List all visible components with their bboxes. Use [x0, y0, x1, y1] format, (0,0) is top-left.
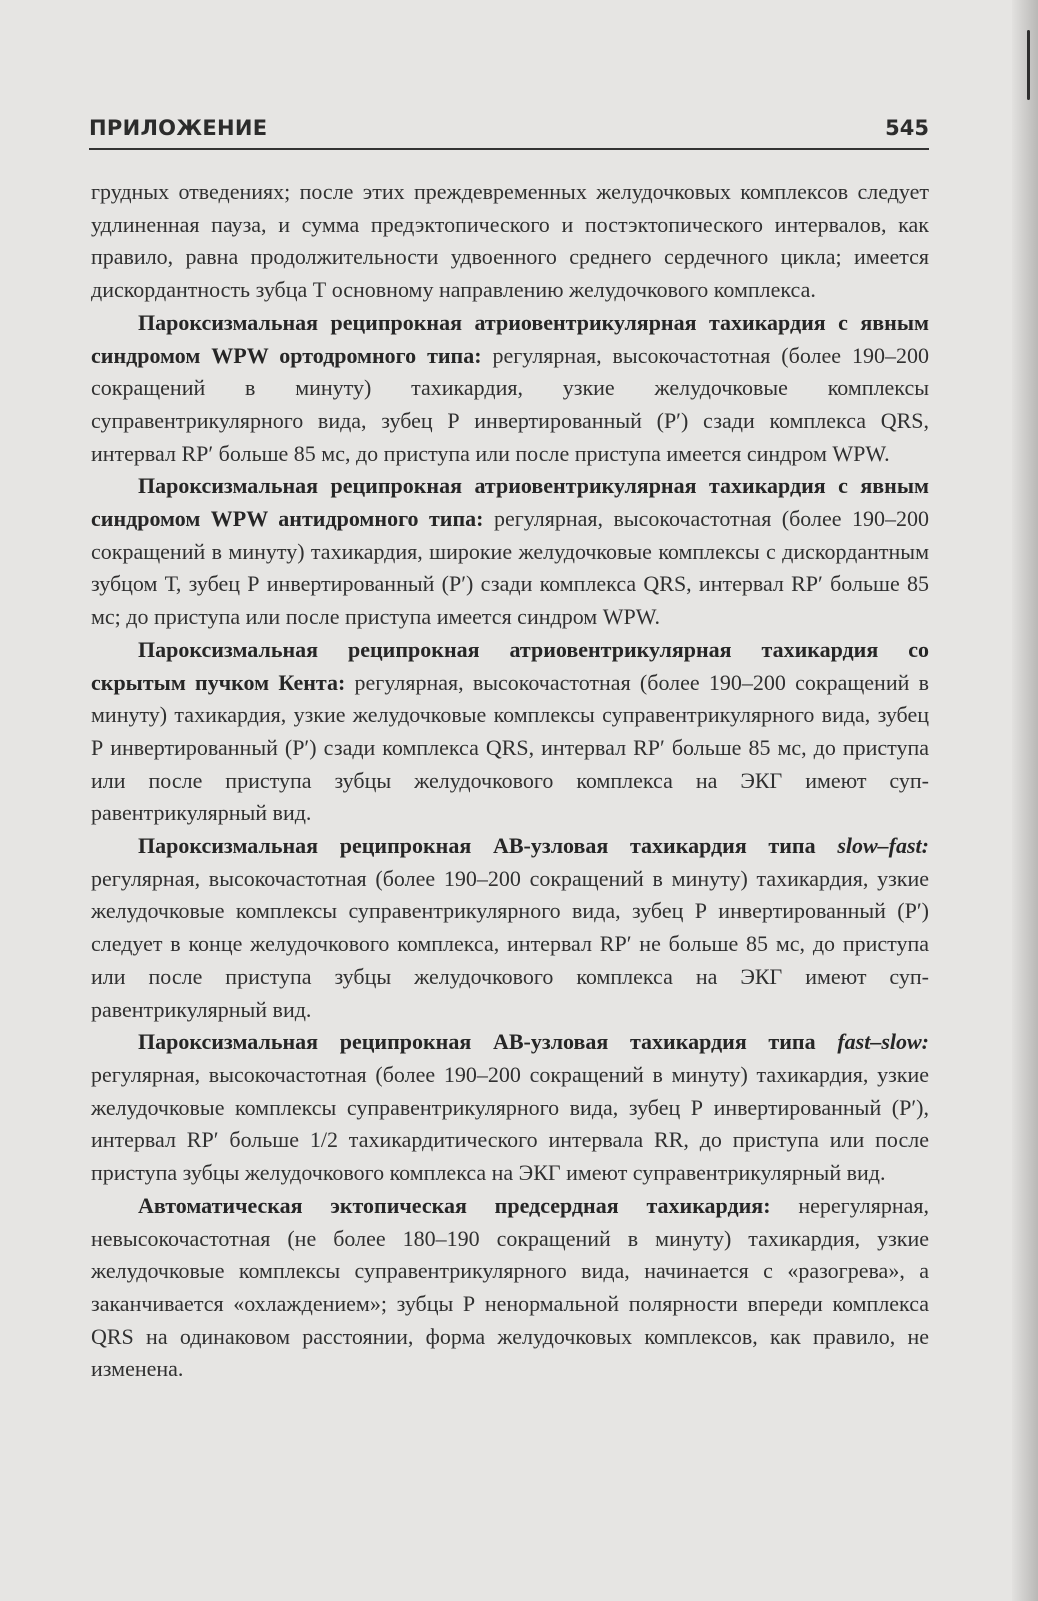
paragraph-lead: Пароксизмальная реципрокная атриовентрикулярная тахикардия с явным синдромом WPW антидромного типа:	[91, 473, 929, 532]
paragraph-lead-italic: slow–fast:	[837, 833, 929, 859]
page-gutter-shadow	[1012, 0, 1038, 1601]
paragraph-fast-slow	[91, 1026, 929, 1190]
page-edge-mark	[1027, 30, 1030, 100]
paragraph-continuation	[91, 176, 929, 307]
paragraph-slow-fast	[91, 830, 929, 1026]
paragraph-text: регулярная, высокочастотная (более 190–200 сокращений в минуту) тахикардия, узкие желудочковые комплексы суправентрикулярного вида, зубец Р инвертированный (Р′) следует в конце желудочкового комплекса, интервал RP′ не больше 85 мс, до приступа или после приступа зубцы желудочкового комплекса на ЭКГ имеют суправентрикулярный вид.	[91, 865, 929, 1022]
paragraph-lead: Пароксизмальная реципрокная АВ-узловая тахикардия типа	[138, 1029, 816, 1055]
paragraph-lead: Пароксизмальная реципрокная атриовентрикулярная тахикардия с явным синдромом WPW ортодромного типа:	[91, 309, 929, 368]
paragraph-lead: Пароксизмальная реципрокная атриовентрикулярная тахикардия со скрытым пучком Кента:	[91, 636, 929, 695]
paragraph-text: регулярная, высокочастотная (более 190–200 сокращений в минуту) тахикардия, широкие желудочковые комплексы с дискордантным зубцом Т, зубец Р инвертированный (Р′) сзади комплекса QRS, интервал RP′ больше 85 мс; до приступа или после приступа имеется синдром WPW.	[91, 506, 929, 630]
paragraph-text: грудных отведениях; после этих преждевременных желудочковых комплексов следует удлиненная пауза, и сумма предэктопического и постэктопического интервалов, как правило, равна продолжительности удвоенного среднего сердечного цикла; имеется дискордантность зубца Т основному направлению желудочкового комплекса.	[91, 179, 929, 303]
page-number: 545	[885, 116, 929, 140]
paragraph-lead: Пароксизмальная реципрокная АВ-узловая тахикардия типа	[138, 833, 816, 859]
paragraph-lead: Автоматическая эктопическая предсердная тахикардия:	[138, 1192, 771, 1218]
paragraph-text: регулярная, высокочастотная (более 190–200 сокращений в минуту) тахикардия, узкие желудочковые комплексы суправентрикулярного вида, зубец Р инвертированный (Р′), интервал RP′ больше 1/2 тахикардитического интервала RR, до приступа или после приступа зубцы желудочкового комплекса на ЭКГ имеют суправентрикулярный вид.	[91, 1061, 929, 1186]
paragraph-antidromic-wpw	[91, 470, 929, 634]
paragraph-text: регулярная, высокочастотная (более 190–200 сокращений в минуту) тахикардия, узкие желудочковые комплексы суправентрикулярного вида, зубец Р инвертированный (Р′) сзади комплекса QRS, интервал RP′ больше 85 мс, до приступа или после приступа зубцы желудочкового комплекса на ЭКГ имеют суправентрикулярный вид.	[91, 669, 930, 826]
header-rule	[89, 148, 929, 150]
paragraph-text: регулярная, высокочастотная (более 190–200 сокращений в минуту) тахикардия, узкие желудочковые комплексы суправентрикулярного вида, зубец Р инвертированный (Р′) сзади комплекса QRS, интервал RP′ больше 85 мс, до приступа или после приступа имеется синдром WPW.	[91, 342, 929, 466]
body-text	[91, 176, 929, 1386]
paragraph-concealed-kent	[91, 634, 929, 830]
running-header	[89, 114, 929, 144]
paragraph-lead-italic: fast–slow:	[837, 1029, 929, 1055]
section-title: ПРИЛОЖЕНИЕ	[89, 116, 268, 140]
paragraph-atrial-ectopic	[91, 1190, 929, 1386]
paragraph-orthodromic-wpw	[91, 307, 929, 471]
paragraph-text: нерегулярная, невысокочастотная (не более 180–190 сокращений в минуту) тахикардия, узкие желудочковые комплексы суправентрикулярного вида, начинается с «разогрева», а заканчивается «охлаждением»; зубцы Р ненормальной полярности впереди комплекса QRS на одинаковом расстоянии, форма желудочковых комплексов, как правило, не изменена.	[91, 1192, 929, 1382]
